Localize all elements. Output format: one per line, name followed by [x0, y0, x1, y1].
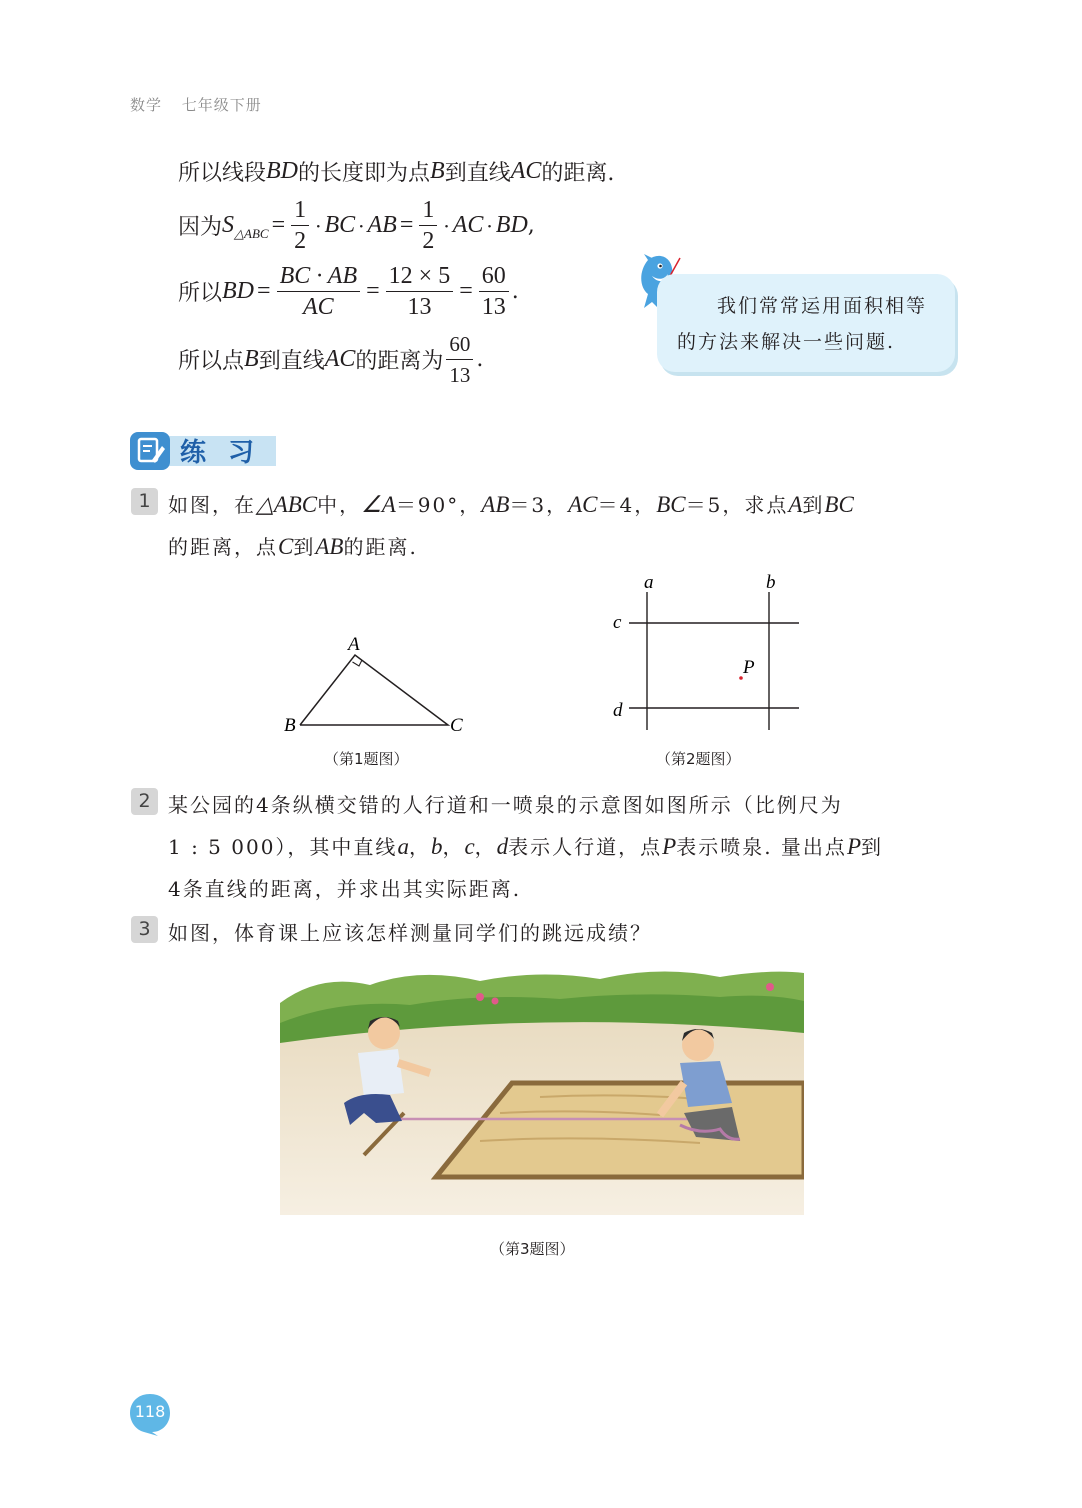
line-label-a: a — [644, 572, 654, 593]
tip-bubble — [657, 274, 955, 372]
solution-line-4: 所以点 B 到直线 AC 的距离为 $\frac{60}{13}$ . — [178, 332, 484, 387]
question-2-line-3: 4条直线的距离，并求出其实际距离. — [168, 877, 522, 901]
figure-2-lines — [605, 568, 805, 738]
question-number-3: 3 — [131, 916, 158, 943]
figure-1-triangle — [280, 630, 470, 740]
point-label-p: P — [743, 657, 755, 678]
question-1-line-2: 的距离，点C到AB的距离. — [168, 534, 418, 559]
fraction-half-2: $\frac{1}{2}$ — [419, 196, 437, 255]
fraction-bc-ab-over-ac: $\frac{BC \cdot AB}{AC}$ — [277, 262, 361, 321]
question-1-line-1: 如图，在△ABC中，∠A＝90°，AB＝3，AC＝4，BC＝5，求点A到BC — [168, 492, 854, 517]
running-header — [130, 94, 262, 115]
solution-line-1: 所以线段 BD 的长度即为点 B 到直线 AC 的距离. — [178, 158, 615, 186]
tip-line-2: 的方法来解决一些问题. — [677, 331, 896, 353]
question-number-1: 1 — [131, 488, 158, 515]
line-label-c: c — [613, 612, 622, 633]
question-2-line-1: 某公园的4条纵横交错的人行道和一喷泉的示意图如图所示（比例尺为 — [168, 793, 843, 817]
header-subject: 数学 — [130, 96, 163, 114]
exercise-header — [130, 432, 276, 468]
figure-3-long-jump-illustration — [280, 963, 804, 1215]
page-number: 118 — [134, 1402, 166, 1421]
solution-line-2: 因为 S △ABC = $\frac{1}{2}$ · BC · AB = $\frac{1}{2}$ · AC · BD , — [178, 197, 535, 254]
line-label-b: b — [766, 572, 776, 593]
line-label-d: d — [613, 700, 623, 721]
question-number-2: 2 — [131, 788, 158, 815]
fraction-12x5-over-13: $\frac{12 \times 5}{13}$ — [386, 262, 454, 321]
exercise-title: 练习 — [180, 438, 277, 468]
figure-2-caption: （第2题图） — [656, 750, 741, 768]
question-3-text: 如图，体育课上应该怎样测量同学们的跳远成绩？ — [168, 921, 652, 945]
vertex-label-b: B — [284, 715, 296, 736]
question-2-line-2: 1 : 5 000），其中直线a，b，c，d表示人行道，点P表示喷泉. 量出点P到 — [168, 834, 883, 859]
fraction-60-over-13: $\frac{60}{13}$ — [479, 262, 509, 321]
fraction-half-1: $\frac{1}{2}$ — [291, 196, 309, 255]
fraction-answer: $\frac{60}{13}$ — [446, 330, 473, 389]
page-number-badge — [128, 1392, 172, 1434]
pencil-note-icon — [130, 432, 170, 470]
vertex-label-a: A — [348, 634, 360, 655]
solution-line-3: 所以 BD = $\frac{BC \cdot AB}{AC}$ = $\frac{12 \times 5}{13}$ = $\frac{60}{13}$ . — [178, 263, 519, 320]
figure-1-caption: （第1题图） — [324, 750, 409, 768]
header-grade: 七年级下册 — [181, 96, 262, 114]
vertex-label-c: C — [450, 715, 463, 736]
figure-3-caption: （第3题图） — [490, 1240, 575, 1258]
tip-line-1: 我们常常运用面积相等 — [717, 295, 928, 317]
